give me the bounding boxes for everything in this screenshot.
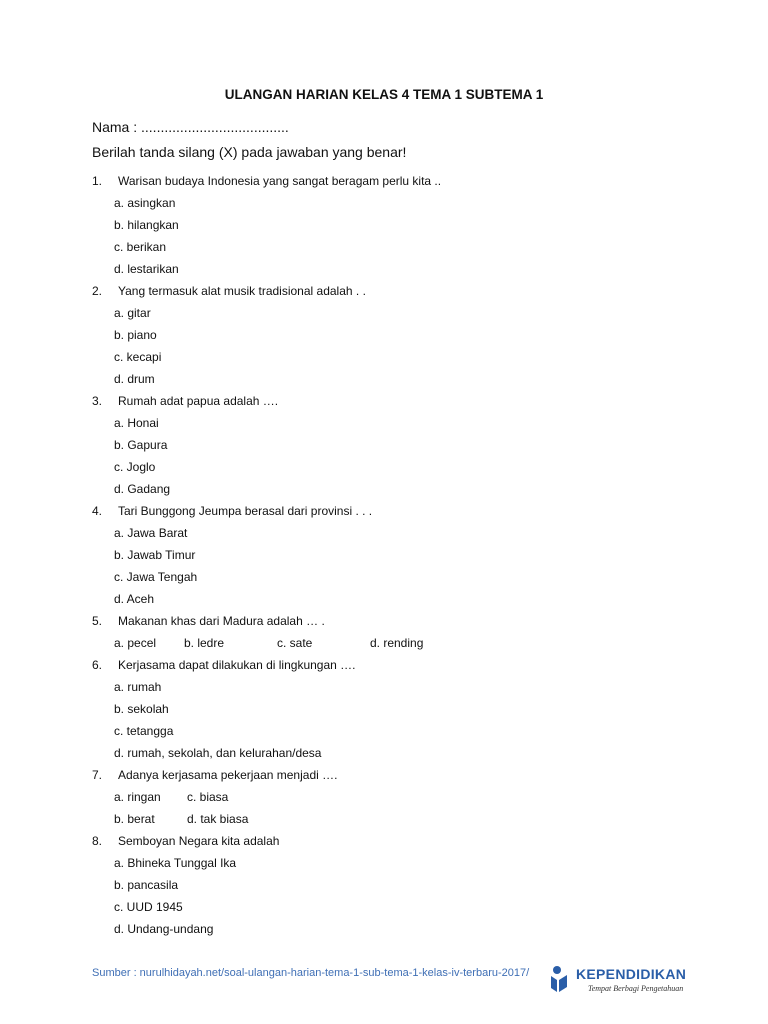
option-a: a. pecel [114,636,157,650]
option-d: d. Aceh [114,592,155,606]
option-a: a. Honai [114,416,159,430]
question-5 [92,610,652,632]
option-c: c. Joglo [114,460,156,474]
logo-tagline: Tempat Berbagi Pengetahuan [588,984,684,993]
question-number: 3. [92,394,103,408]
question-2 [92,280,652,302]
question-number: 6. [92,658,103,672]
question-8 [92,830,652,852]
question-number: 2. [92,284,103,298]
option-c: c. tetangga [114,724,174,738]
option-c: c. Jawa Tengah [114,570,198,584]
option-a: a. rumah [114,680,162,694]
instruction-text: Berilah tanda silang (X) pada jawaban yang benar! [92,144,407,160]
option-d: d. drum [114,372,155,386]
question-list [92,170,652,940]
page-title: ULANGAN HARIAN KELAS 4 TEMA 1 SUBTEMA 1 [224,87,544,102]
logo-mark-icon [548,964,574,994]
question-text: Kerjasama dapat dilakukan di lingkungan …. [118,658,356,672]
option-b: b. pancasila [114,878,179,892]
option-c: c. biasa [187,790,229,804]
option-a: a. Bhineka Tunggal Ika [114,856,237,870]
option-b: b. berat [114,812,155,826]
question-text: Tari Bunggong Jeumpa berasal dari provinsi . . . [118,504,373,518]
option-row [92,632,652,654]
question-number: 7. [92,768,103,782]
option-c: c. kecapi [114,350,162,364]
question-3 [92,390,652,412]
option-b: b. ledre [184,636,225,650]
question-number: 4. [92,504,103,518]
option-d: d. tak biasa [187,812,249,826]
option-d: d. Gadang [114,482,171,496]
question-text: Yang termasuk alat musik tradisional adalah . . [118,284,366,298]
option-d: d. rumah, sekolah, dan kelurahan/desa [114,746,322,760]
question-text: Warisan budaya Indonesia yang sangat beragam perlu kita .. [118,174,442,188]
option-d: d. Undang-undang [114,922,214,936]
question-text: Adanya kerjasama pekerjaan menjadi …. [118,768,338,782]
option-b: b. piano [114,328,157,342]
option-b: b. Jawab Timur [114,548,196,562]
option-c: c. berikan [114,240,167,254]
option-d: d. rending [370,636,424,650]
option-a: a. asingkan [114,196,176,210]
option-d: d. lestarikan [114,262,179,276]
option-a: a. gitar [114,306,151,320]
question-number: 8. [92,834,103,848]
kependidikan-logo [548,962,688,998]
question-number: 5. [92,614,103,628]
option-a: a. ringan [114,790,161,804]
question-text: Rumah adat papua adalah …. [118,394,279,408]
question-7 [92,764,652,786]
option-b: b. Gapura [114,438,168,452]
option-row [92,808,652,830]
question-4 [92,500,652,522]
option-b: b. hilangkan [114,218,179,232]
option-row [92,786,652,808]
logo-text: KEPENDIDIKAN [576,966,687,982]
question-text: Makanan khas dari Madura adalah … . [118,614,325,628]
question-text: Semboyan Negara kita adalah [118,834,280,848]
question-number: 1. [92,174,103,188]
option-b: b. sekolah [114,702,169,716]
option-c: c. sate [277,636,313,650]
question-1 [92,170,652,192]
question-6 [92,654,652,676]
source-link[interactable]: Sumber : nurulhidayah.net/soal-ulangan-harian-tema-1-sub-tema-1-kelas-iv-terbaru-2017/ [92,967,530,979]
option-a: a. Jawa Barat [114,526,188,540]
option-c: c. UUD 1945 [114,900,183,914]
name-field-line: Nama : ...................................... [92,119,289,135]
